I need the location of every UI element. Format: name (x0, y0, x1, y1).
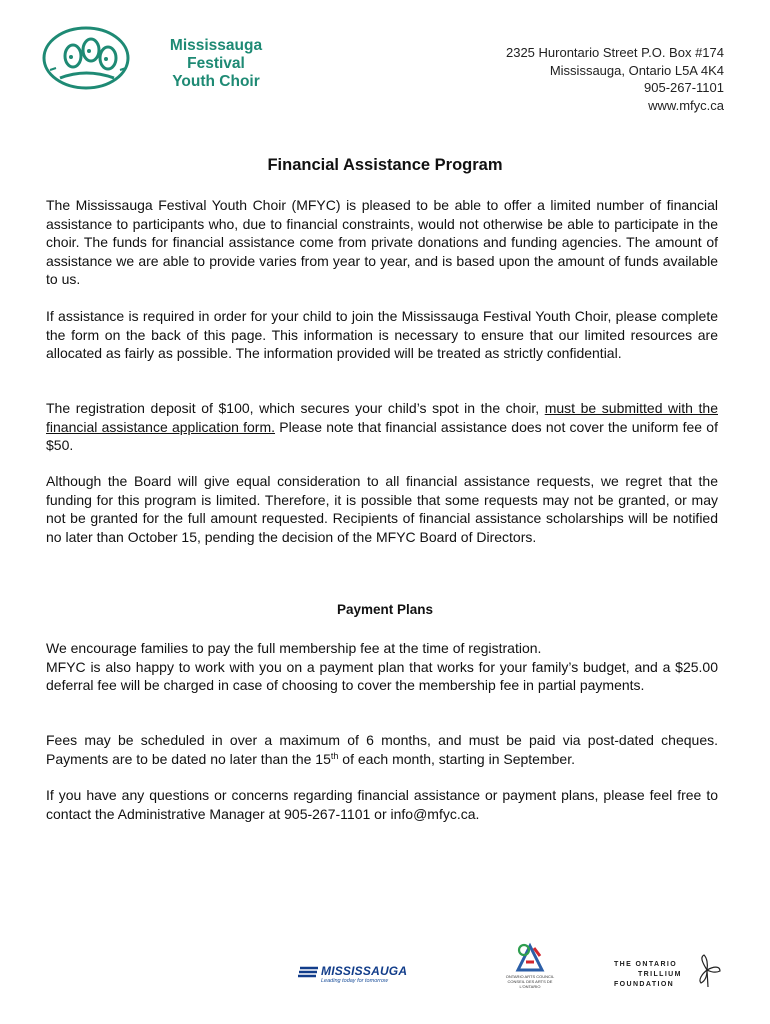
mississauga-wordmark: MISSISSAUGA (321, 964, 408, 978)
ontario-arts-emblem-icon (500, 942, 560, 974)
deposit-underlined-text: must be submitted with the financial assistance application form. (46, 400, 718, 435)
page-title: Financial Assistance Program (267, 156, 503, 174)
trillium-flower-icon (692, 954, 722, 988)
logo-wordmark (141, 37, 291, 91)
address-website[interactable]: www.mfyc.ca (648, 97, 724, 113)
ordinal-suffix: th (330, 750, 339, 761)
ontario-trillium-foundation-logo (614, 954, 724, 990)
trillium-line-1: THE ONTARIO (614, 961, 678, 968)
assistance-paragraph: If assistance is required in order for your child to join the Mississauga Festival Youth Choir, please complete the form on the back of this page. This information is necessary to ensure that our limited resources are allocated as fairly as possible. The information provided will be treated as strictly confidential. (46, 308, 718, 362)
logo-line-1: Mississauga Festival (169, 37, 263, 72)
deposit-text-start: The registration deposit of $100, which secures your child’s spot in the choir, (46, 400, 545, 416)
logo-line-2: Youth Choir (172, 73, 260, 90)
board-paragraph: Although the Board will give equal consideration to all financial assistance requests, we regret that the funding for this program is limited. Therefore, it is possible that some requests may not be granted, or may not be granted for the full amount requested. Recipients of financial assistance scholarships will be notified no later than October 15, pending the decision of the MFYC Board of Directors. (46, 473, 718, 545)
intro-paragraph: The Mississauga Festival Youth Choir (MFYC) is pleased to be able to offer a limited number of financial assistance to participants who, due to financial constraints, would not otherwise be able to participate in the choir. The funds for financial assistance come from private donations and funding agencies. The amount of assistance we are able to provide varies from year to year, and is based upon the amount of funds available to us. (46, 197, 718, 288)
city-of-mississauga-logo (298, 962, 410, 988)
ontario-arts-line-1: ONTARIO ARTS COUNCIL (505, 974, 555, 979)
address-street: 2325 Hurontario Street P.O. Box #174 (505, 45, 724, 60)
payment-schedule-start: Fees may be scheduled in over a maximum of 6 months, and must be paid via post-dated cheques. Payments are to be dated no later than the 15 (46, 732, 718, 767)
payment-line-1: We encourage families to pay the full membership fee at the time of registration. (46, 640, 542, 656)
address-phone: 905-267-1101 (644, 80, 724, 95)
trillium-wordmark (614, 960, 682, 990)
mfyc-logo (42, 20, 292, 90)
deposit-text-end: Please note that financial assistance does not cover the uniform fee of $50. (46, 418, 718, 454)
mississauga-swoosh-icon (298, 965, 320, 979)
payment-plans-heading: Payment Plans (336, 602, 434, 617)
trillium-line-2: TRILLIUM (638, 971, 682, 978)
payment-paragraph-2 (46, 731, 718, 768)
deposit-paragraph (46, 399, 718, 455)
contact-paragraph: If you have any questions or concerns regarding financial assistance or payment plans, please feel free to contact the Administrative Manager at 905-267-1101 or info@mfyc.ca. (46, 787, 718, 822)
ontario-arts-council-logo (500, 942, 560, 988)
payment-line-2: MFYC is also happy to work with you on a payment plan that works for your family’s budget, and a $25.00 deferral fee will be charged in case of choosing to cover the membership fee in partial payments. (46, 658, 718, 694)
address-block (506, 44, 724, 114)
payment-paragraph-1 (46, 639, 718, 695)
address-city: Mississauga, Ontario L5A 4K4 (549, 62, 724, 78)
payment-schedule-end: of each month, starting in September. (338, 750, 575, 767)
choir-emblem-icon (42, 20, 138, 90)
mississauga-tagline: Leading today for tomorrow (321, 978, 388, 984)
trillium-line-3: FOUNDATION (614, 981, 675, 988)
ontario-arts-text (500, 974, 560, 989)
ontario-arts-line-2: CONSEIL DES ARTS DE L'ONTARIO (507, 979, 553, 989)
